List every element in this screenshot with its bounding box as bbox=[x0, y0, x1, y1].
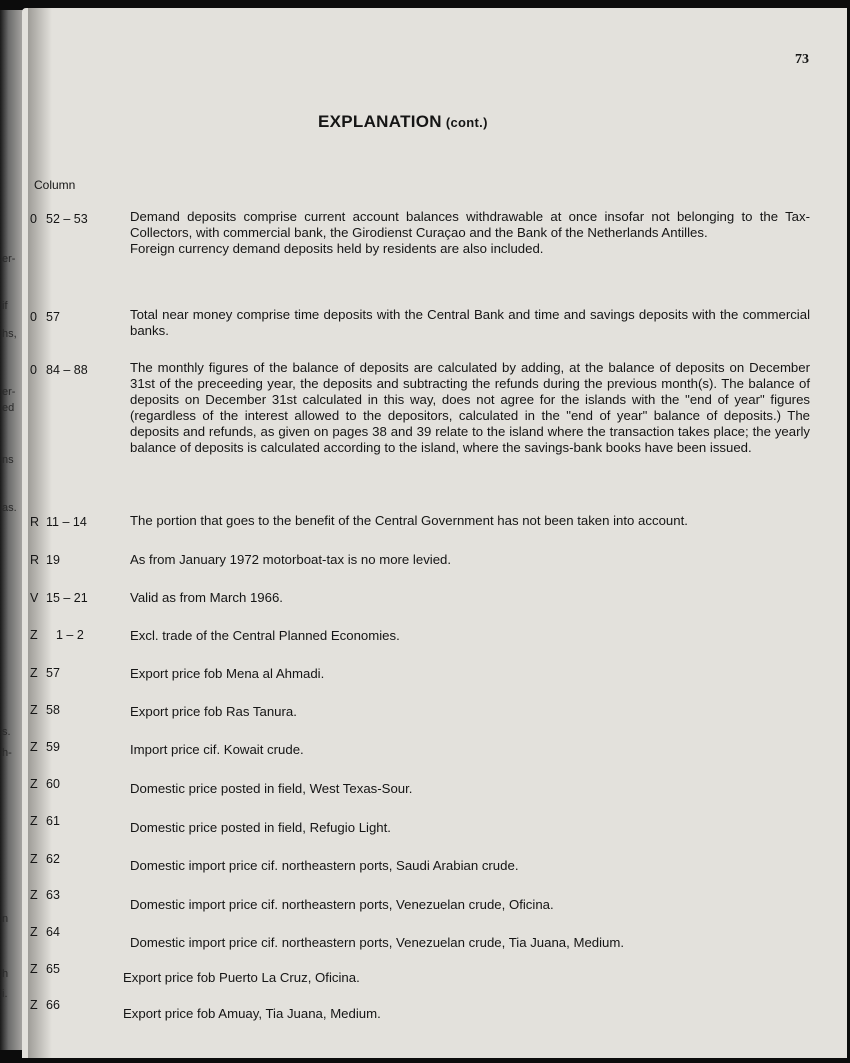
entry-paragraph: As from January 1972 motorboat-tax is no more levied. bbox=[130, 552, 452, 567]
entry-column: 57 bbox=[46, 310, 60, 324]
entry-paragraph: Demand deposits comprise current account balances withdrawable at once insofar not belonging to the Tax- Collectors, with commercial bank, the Girodienst Curaçao and the Bank of the Netherlands Antilles. bbox=[130, 209, 810, 240]
entry-section: Z bbox=[30, 703, 38, 717]
entry-code bbox=[30, 888, 60, 902]
entry-section: Z bbox=[30, 962, 38, 976]
margin-fragment: er- bbox=[2, 253, 16, 265]
entry-description bbox=[130, 209, 810, 257]
entry-code bbox=[30, 852, 60, 866]
entry-column: 64 bbox=[46, 925, 60, 939]
entry-section: Z bbox=[30, 998, 38, 1012]
page-title bbox=[318, 112, 488, 132]
entry-column: 63 bbox=[46, 888, 60, 902]
entry-section: Z bbox=[30, 666, 38, 680]
entry-section: Z bbox=[30, 814, 38, 828]
entry-code bbox=[30, 703, 60, 717]
entry-description bbox=[130, 307, 810, 339]
margin-fragment: ed bbox=[2, 402, 15, 414]
entry-code bbox=[30, 740, 60, 754]
entry-column: 15 – 21 bbox=[46, 591, 88, 605]
margin-fragment: as. bbox=[2, 502, 17, 514]
entry-code bbox=[30, 962, 60, 976]
entry-section: Z bbox=[30, 925, 38, 939]
entry-description bbox=[130, 704, 810, 720]
entry-code bbox=[30, 777, 60, 791]
entry-section: 0 bbox=[30, 310, 37, 324]
entry-section: Z bbox=[30, 628, 38, 642]
entry-section: Z bbox=[30, 740, 38, 754]
entry-section: Z bbox=[30, 888, 38, 902]
entry-description bbox=[130, 781, 810, 797]
entry-column: 66 bbox=[46, 998, 60, 1012]
entry-column: 62 bbox=[46, 852, 60, 866]
margin-fragment: i. bbox=[2, 988, 8, 1000]
entry-paragraph: Domestic import price cif. northeastern ports, Venezuelan crude, Tia Juana, Medium. bbox=[130, 935, 625, 950]
entry-paragraph: Excl. trade of the Central Planned Economies. bbox=[130, 628, 400, 643]
margin-fragment: hs, bbox=[2, 328, 17, 340]
title-text: EXPLANATION bbox=[318, 112, 442, 131]
margin-fragment: if bbox=[2, 300, 8, 312]
entry-paragraph: Valid as from March 1966. bbox=[130, 590, 283, 605]
page-number: 73 bbox=[795, 52, 809, 67]
entry-column: 61 bbox=[46, 814, 60, 828]
entry-description bbox=[130, 552, 810, 568]
entry-code bbox=[30, 814, 60, 828]
entry-description bbox=[130, 513, 810, 529]
entry-paragraph: Domestic import price cif. northeastern ports, Saudi Arabian crude. bbox=[130, 858, 519, 873]
entry-code bbox=[30, 666, 60, 680]
entry-code bbox=[30, 998, 60, 1012]
entry-description bbox=[130, 628, 810, 644]
margin-fragment: s. bbox=[2, 726, 11, 738]
title-suffix: (cont.) bbox=[445, 115, 488, 130]
entry-paragraph: Export price fob Amuay, Tia Juana, Medium. bbox=[123, 1006, 381, 1021]
entry-paragraph: Domestic import price cif. northeastern ports, Venezuelan crude, Oficina. bbox=[130, 897, 554, 912]
entry-column: 1 – 2 bbox=[56, 628, 84, 642]
entry-code bbox=[30, 212, 88, 226]
entry-code bbox=[30, 628, 84, 642]
entry-description bbox=[130, 360, 810, 456]
entry-paragraph: Domestic price posted in field, West Texas-Sour. bbox=[130, 781, 413, 796]
entry-column: 65 bbox=[46, 962, 60, 976]
entry-description bbox=[130, 897, 810, 913]
entry-description bbox=[130, 666, 810, 682]
entry-section: 0 bbox=[30, 212, 37, 226]
entry-code bbox=[30, 515, 87, 529]
entry-column: 84 – 88 bbox=[46, 363, 88, 377]
entry-paragraph: Domestic price posted in field, Refugio Light. bbox=[130, 820, 391, 835]
entry-column: 57 bbox=[46, 666, 60, 680]
entry-paragraph: Export price fob Mena al Ahmadi. bbox=[130, 666, 325, 681]
entry-description bbox=[130, 820, 810, 836]
entry-code bbox=[30, 363, 88, 377]
entry-description bbox=[123, 970, 803, 986]
entry-code bbox=[30, 591, 88, 605]
entry-code bbox=[30, 310, 60, 324]
entry-paragraph: Export price fob Ras Tanura. bbox=[130, 704, 297, 719]
margin-fragment: n bbox=[2, 913, 9, 925]
margin-fragment: er- bbox=[2, 386, 16, 398]
entry-section: Z bbox=[30, 777, 38, 791]
entry-column: 52 – 53 bbox=[46, 212, 88, 226]
entry-section: R bbox=[30, 515, 40, 529]
entry-description bbox=[123, 1006, 803, 1022]
entry-column: 11 – 14 bbox=[46, 515, 87, 529]
entry-code bbox=[30, 553, 60, 567]
entry-section: Z bbox=[30, 852, 38, 866]
entry-description bbox=[130, 742, 810, 758]
column-header: Column bbox=[34, 178, 76, 192]
entry-paragraph: The portion that goes to the benefit of the Central Government has not been taken into account. bbox=[130, 513, 688, 528]
entry-column: 58 bbox=[46, 703, 60, 717]
entry-column: 60 bbox=[46, 777, 60, 791]
entry-paragraph: Import price cif. Kowait crude. bbox=[130, 742, 304, 757]
entry-description bbox=[130, 935, 810, 951]
entry-paragraph: The monthly figures of the balance of deposits are calculated by adding, at the balance of deposits on December 31st of the preceeding year, the deposits and subtracting the refunds during the previous month(s). The balance of deposits on December 31st calculated in this way, does not agree for the islands with the "end of year" figures (regardless of the interest allowed to the depositors, calculated in the "end of year" balance of deposits.) The deposits and refunds, as given on pages 38 and 39 relate to the island where the transaction takes place; the yearly balance of deposits is calculated according to the island, where the savings-bank books have been issued. bbox=[130, 360, 810, 455]
entry-section: V bbox=[30, 591, 39, 605]
margin-fragment: h- bbox=[2, 747, 12, 759]
entry-paragraph: Total near money comprise time deposits with the Central Bank and time and savings deposits with the commercial banks. bbox=[130, 307, 810, 338]
margin-fragment: h bbox=[2, 968, 9, 980]
entry-paragraph: Foreign currency demand deposits held by residents are also included. bbox=[130, 241, 544, 256]
entry-description bbox=[130, 858, 810, 874]
entry-section: 0 bbox=[30, 363, 37, 377]
entry-code bbox=[30, 925, 60, 939]
entry-description bbox=[130, 590, 810, 606]
entry-column: 59 bbox=[46, 740, 60, 754]
margin-fragment: ns bbox=[2, 454, 14, 466]
entry-column: 19 bbox=[46, 553, 60, 567]
entry-section: R bbox=[30, 553, 40, 567]
entry-paragraph: Export price fob Puerto La Cruz, Oficina. bbox=[123, 970, 360, 985]
